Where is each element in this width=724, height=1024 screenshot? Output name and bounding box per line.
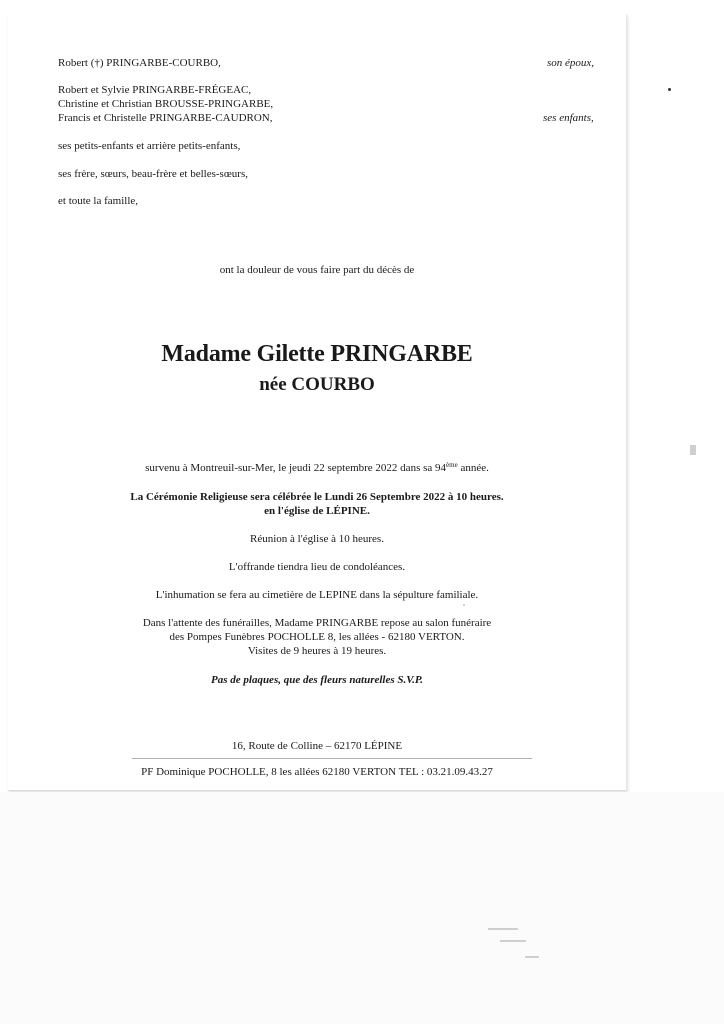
- scan-dot: [668, 88, 671, 91]
- deceased-maiden-name: née COURBO: [259, 374, 375, 395]
- child-line: Robert et Sylvie PRINGARBE-FRÉGEAC,: [58, 84, 252, 96]
- scan-background: [0, 792, 724, 1024]
- children-role: ses enfants,: [543, 112, 594, 124]
- scan-speck: [690, 445, 696, 455]
- death-details-end: année.: [457, 462, 489, 474]
- death-ordinal-suffix: ème: [446, 461, 458, 469]
- death-notice-page: [8, 14, 627, 791]
- funeral-director-line: PF Dominique POCHOLLE, 8 les allées 62180 VERTON TEL : 03.21.09.43.27: [141, 766, 493, 778]
- scan-speck: [525, 956, 539, 958]
- scan-speck: [463, 604, 465, 606]
- ceremony-line: La Cérémonie Religieuse sera célébrée le Lundi 26 Septembre 2022 à 10 heures.: [130, 491, 504, 503]
- siblings-line: ses frère, sœurs, beau-frère et belles-sœurs,: [58, 168, 248, 180]
- child-line: Francis et Christelle PRINGARBE-CAUDRON,: [58, 112, 273, 124]
- funeral-home-address-line: des Pompes Funèbres POCHOLLE 8, les allées - 62180 VERTON.: [169, 631, 465, 643]
- announcement-line: ont la douleur de vous faire part du décès de: [219, 264, 415, 276]
- scan-speck: [500, 940, 526, 942]
- burial-line: L'inhumation se fera au cimetière de LEPINE dans la sépulture familiale.: [155, 589, 479, 601]
- ceremony-place-line: en l'église de LÉPINE.: [264, 505, 370, 517]
- visits-line: Visites de 9 heures à 19 heures.: [247, 645, 387, 657]
- deceased-name: Madame Gilette PRINGARBE: [161, 341, 473, 367]
- offering-line: L'offrande tiendra lieu de condoléances.: [228, 561, 406, 573]
- child-line: Christine et Christian BROUSSE-PRINGARBE,: [58, 98, 274, 110]
- footer-divider: [132, 758, 532, 759]
- flowers-note: Pas de plaques, que des fleurs naturelles S.V.P.: [211, 674, 423, 686]
- funeral-home-line: Dans l'attente des funérailles, Madame PRINGARBE repose au salon funéraire: [142, 617, 492, 629]
- family-line: et toute la famille,: [58, 195, 139, 207]
- grandchildren-line: ses petits-enfants et arrière petits-enfants,: [58, 140, 241, 152]
- meeting-line: Réunion à l'église à 10 heures.: [250, 533, 384, 545]
- death-details-line: [8, 462, 626, 475]
- scan-speck: [488, 928, 518, 930]
- husband-role: son époux,: [547, 57, 595, 69]
- husband-name: Robert (†) PRINGARBE-COURBO,: [58, 57, 221, 69]
- address-line: 16, Route de Colline – 62170 LÉPINE: [231, 740, 403, 752]
- death-details-text: survenu à Montreuil-sur-Mer, le jeudi 22 septembre 2022 dans sa 94: [145, 462, 447, 474]
